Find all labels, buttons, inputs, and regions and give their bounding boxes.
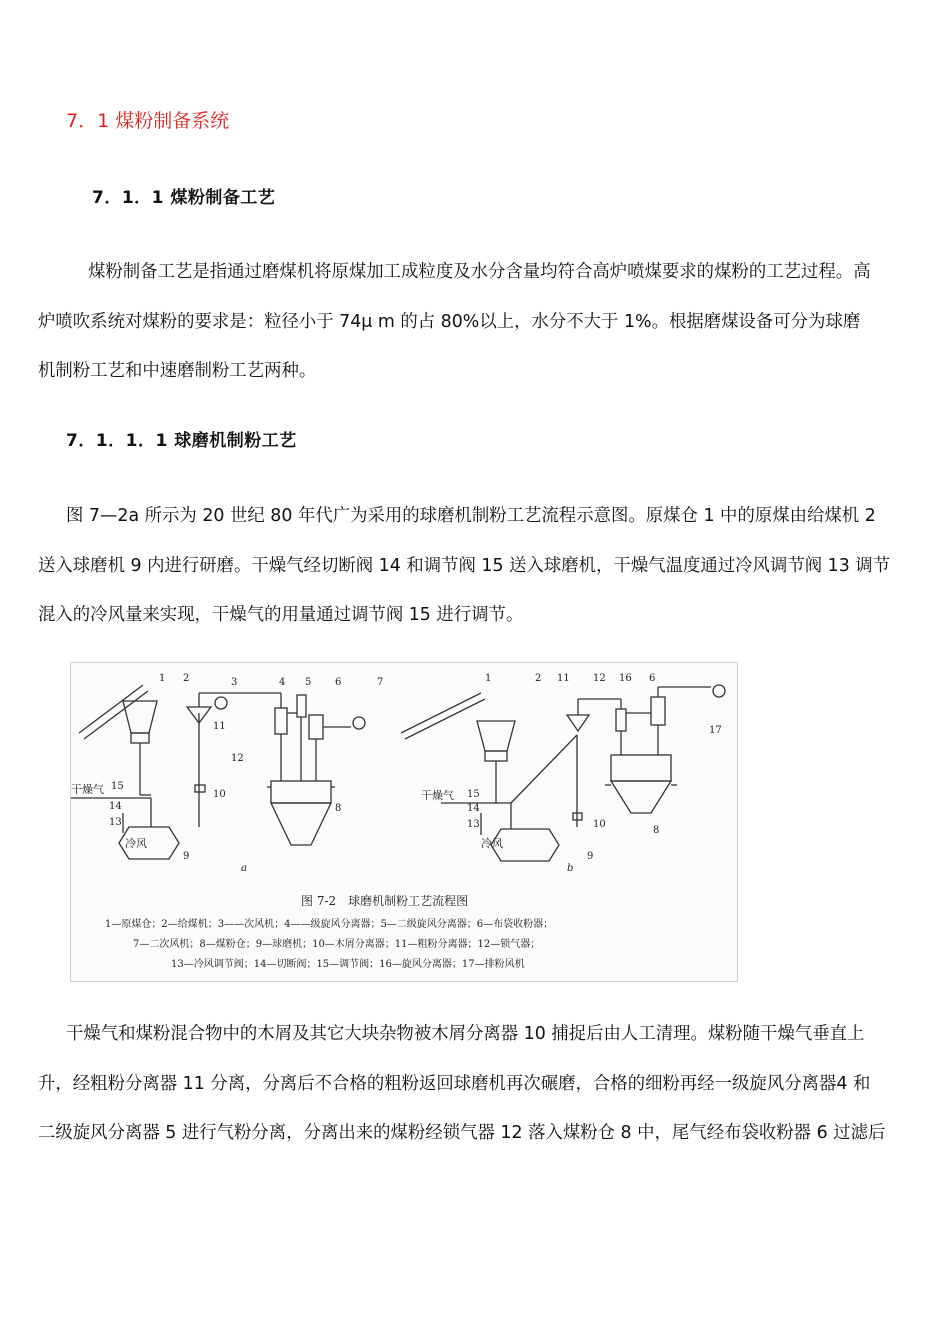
label-a-15: 15 — [111, 781, 124, 792]
label-b-cold-air: 冷风 — [481, 837, 503, 850]
coal-powder-bin-b — [611, 755, 671, 781]
label-a-5: 5 — [305, 677, 312, 688]
paragraph-3-line-1: 干燥气和煤粉混合物中的木屑及其它大块杂物被木屑分离器 10 捕捉后由人工清理。煤粉随干燥气垂直上 — [66, 1024, 865, 1044]
label-b-13: 13 — [467, 819, 480, 830]
label-sub-a: a — [241, 863, 247, 874]
label-a-9: 9 — [183, 851, 190, 862]
label-b-15: 15 — [467, 789, 480, 800]
label-b-8: 8 — [653, 825, 660, 836]
paragraph-2-line-3: 混入的冷风量来实现，干燥气的用量通过调节阀 15 进行调节。 — [38, 605, 524, 625]
label-b-9: 9 — [587, 851, 594, 862]
bag-filter-b — [651, 697, 665, 725]
label-a-dry-gas: 干燥气 — [71, 783, 104, 796]
label-a-3: 3 — [231, 677, 238, 688]
process-flow-figure — [70, 662, 738, 982]
paragraph-2-line-2: 送入球磨机 9 内进行研磨。干燥气经切断阀 14 和调节阀 15 送入球磨机，干燥气温度通过冷风调节阀 13 调节 — [38, 556, 891, 576]
label-a-13: 13 — [109, 817, 122, 828]
label-b-16: 16 — [619, 673, 632, 684]
exhaust-fan-b — [713, 685, 725, 697]
figure-legend-line-3: 13—冷风调节阀；14—切断阀；15—调节阀；16—旋风分离器；17—排粉风机 — [171, 959, 525, 970]
label-b-17: 17 — [709, 725, 722, 736]
label-b-1: 1 — [485, 673, 492, 684]
section-heading-7-1-1-1: 7．1．1．1 球磨机制粉工艺 — [66, 431, 297, 451]
coarse-separator-b — [567, 715, 589, 731]
label-a-2: 2 — [183, 673, 190, 684]
label-a-1: 1 — [159, 673, 166, 684]
coal-bin-b — [477, 721, 515, 751]
coal-powder-bin-a — [271, 781, 331, 803]
paragraph-1-line-3: 机制粉工艺和中速磨制粉工艺两种。 — [38, 361, 317, 381]
primary-fan-a — [215, 697, 227, 709]
label-b-12: 12 — [593, 673, 606, 684]
figure-caption: 图 7-2 球磨机制粉工艺流程图 — [301, 894, 469, 908]
cyclone-5-a — [297, 695, 306, 717]
label-b-dry-gas: 干燥气 — [421, 789, 454, 802]
secondary-fan-a — [353, 717, 365, 729]
paragraph-1-line-1: 煤粉制备工艺是指通过磨煤机将原煤加工成粒度及水分含量均符合高炉喷煤要求的煤粉的工艺过程。高 — [88, 262, 871, 282]
wood-chip-separator-a — [195, 785, 205, 792]
section-heading-7-1: 7．1 煤粉制备系统 — [66, 110, 230, 132]
label-a-10: 10 — [213, 789, 226, 800]
label-b-10: 10 — [593, 819, 606, 830]
label-a-8: 8 — [335, 803, 342, 814]
label-a-11: 11 — [213, 721, 226, 732]
label-a-6: 6 — [335, 677, 342, 688]
conveyor-belt-a — [79, 685, 143, 733]
label-b-14: 14 — [467, 803, 480, 814]
label-b-2: 2 — [535, 673, 542, 684]
label-a-4: 4 — [279, 677, 286, 688]
conveyor-belt-b — [401, 693, 481, 733]
figure-legend-line-1: 1—原煤仓；2—给煤机；3——次风机；4——级旋风分离器；5—二级旋风分离器；6—布袋收粉器； — [105, 919, 554, 930]
paragraph-2-line-1: 图 7—2a 所示为 20 世纪 80 年代广为采用的球磨机制粉工艺流程示意图。原煤仓 1 中的原煤由给煤机 2 — [66, 506, 876, 526]
label-a-cold-air: 冷风 — [125, 837, 147, 850]
paragraph-3-line-2: 升，经粗粉分离器 11 分离，分离后不合格的粗粉返回球磨机再次碾磨，合格的细粉再经一级旋风分离器4 和 — [38, 1074, 871, 1094]
cyclone-4-a — [275, 708, 287, 734]
paragraph-3-line-3: 二级旋风分离器 5 进行气粉分离，分离出来的煤粉经锁气器 12 落入煤粉仓 8 中，尾气经布袋收粉器 6 过滤后 — [38, 1123, 886, 1143]
figure-legend-line-2: 7—二次风机；8—煤粉仓；9—球磨机；10—木屑分离器；11—粗粉分离器；12—锁气器； — [133, 939, 541, 950]
process-flow-diagram — [71, 663, 737, 981]
cyclone-16-b — [616, 709, 626, 731]
bag-filter-a — [309, 715, 323, 739]
paragraph-1-line-2: 炉喷吹系统对煤粉的要求是：粒径小于 74μ m 的占 80%以上，水分不大于 1%。根据磨煤设备可分为球磨 — [38, 312, 861, 332]
label-b-6: 6 — [649, 673, 656, 684]
label-a-12: 12 — [231, 753, 244, 764]
label-a-7: 7 — [377, 677, 384, 688]
label-b-11: 11 — [557, 673, 570, 684]
label-sub-b: b — [567, 863, 574, 874]
section-heading-7-1-1: 7．1．1 煤粉制备工艺 — [92, 188, 276, 208]
label-a-14: 14 — [109, 801, 122, 812]
